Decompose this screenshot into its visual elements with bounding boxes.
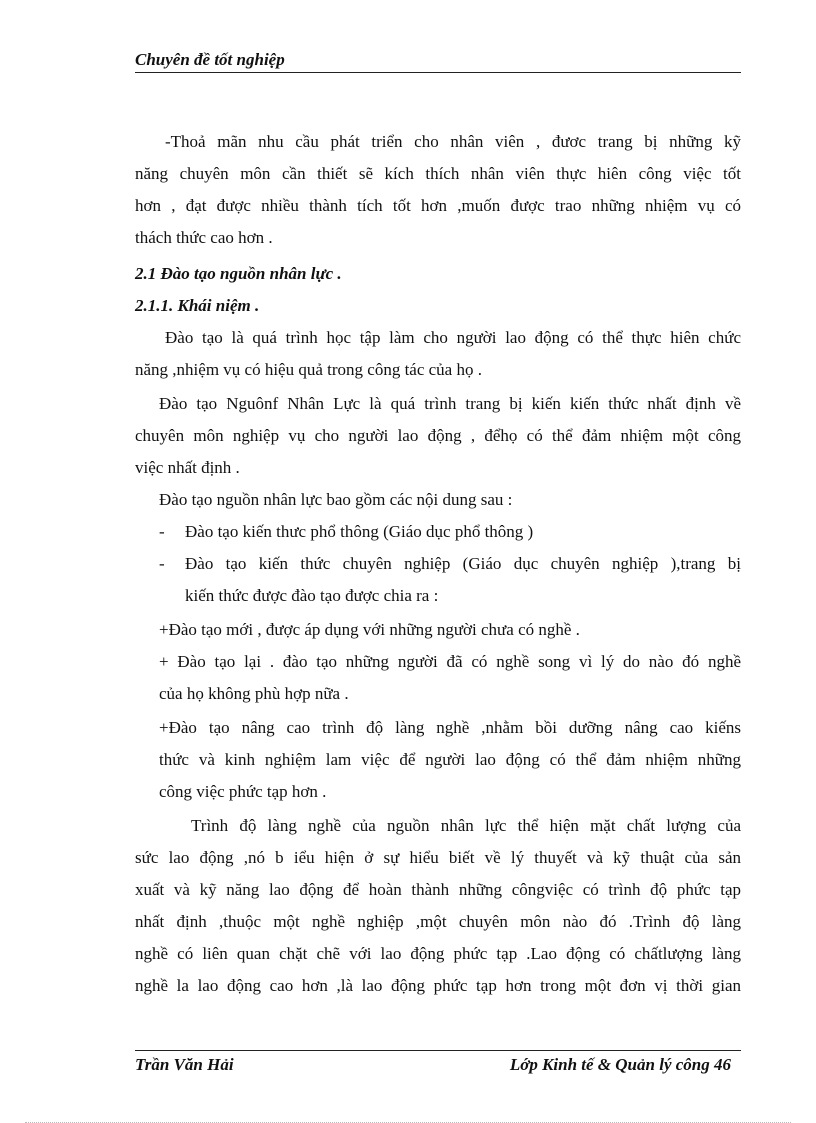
text-line: nghề la lao động cao hơn ,là lao động phức tạp hơn trong một đơn vị thời gian xyxy=(135,976,741,995)
text-line: hơn , đạt được nhiều thành tích tốt hơn ,muốn được trao những nhiệm vụ có xyxy=(135,196,741,215)
text-line: sức lao động ,nó b iểu hiện ở sự hiểu biết về lý thuyết và kỹ thuật của sản xyxy=(135,848,741,867)
text-line: thức và kinh nghiệm lam việc để người lao động có thể đảm nhiệm những xyxy=(159,750,741,769)
footer-class: Lớp Kinh tế & Quản lý công 46 xyxy=(509,1055,731,1074)
text-line: của họ không phù hợp nữa . xyxy=(159,684,349,703)
text-line: Đào tạo nguồn nhân lực bao gồm các nội dung sau : xyxy=(159,490,513,509)
text-line: nghề có liên quan chặt chẽ với lao động phức tạp .Lao động có chấtlượng làng xyxy=(135,944,741,963)
list-bullet: - xyxy=(159,522,165,541)
text-line: chuyên môn nghiệp vụ cho người lao động , đểhọ có thể đảm nhiệm một công xyxy=(135,426,741,445)
text-line: -Thoả mãn nhu cầu phát triển cho nhân viên , đươc trang bị những kỹ xyxy=(165,132,741,151)
text-line: năng chuyên môn cần thiết sẽ kích thích nhân viên thực hiên công việc tốt xyxy=(135,164,741,183)
text-line: Đào tạo Nguônf Nhân Lực là quá trình trang bị kiến kiến thức nhất định về xyxy=(159,394,741,413)
footer-author: Trần Văn Hải xyxy=(135,1055,234,1074)
subsection-heading: 2.1.1. Khái niệm . xyxy=(135,296,260,315)
text-line: công việc phức tạp hơn . xyxy=(159,782,327,801)
text-line: xuất và kỹ năng lao động để hoàn thành những côngviệc có trình độ phức tạp xyxy=(135,880,741,899)
text-line: năng ,nhiệm vụ có hiệu quả trong công tác của họ . xyxy=(135,360,482,379)
page-header xyxy=(135,48,741,73)
header-title: Chuyên đề tốt nghiệp xyxy=(135,50,285,69)
text-line: thách thức cao hơn . xyxy=(135,228,273,247)
section-heading: 2.1 Đào tạo nguồn nhân lực . xyxy=(135,264,342,283)
list-item: kiến thức được đào tạo được chia ra : xyxy=(185,586,439,605)
text-line: việc nhất định . xyxy=(135,458,240,477)
text-line: + Đào tạo lại . đào tạo những người đã có nghề song vì lý do nào đó nghề xyxy=(159,652,741,671)
text-line: nhất định ,thuộc một nghề nghiệp ,một chuyên môn nào đó .Trình độ làng xyxy=(135,912,741,931)
list-item: Đào tạo kiến thức chuyên nghiệp (Giáo dục chuyên nghiệp ),trang bị xyxy=(185,554,741,573)
text-line: +Đào tạo mới , được áp dụng với những người chưa có nghề . xyxy=(159,620,580,639)
list-item: Đào tạo kiến thưc phổ thông (Giáo dục phổ thông ) xyxy=(185,522,534,541)
text-line: Trình độ làng nghề của nguồn nhân lực thể hiện mặt chất lượng của xyxy=(191,816,741,835)
page-footer xyxy=(135,1050,741,1077)
text-line: +Đào tạo nâng cao trình độ làng nghề ,nhằm bồi dưỡng nâng cao kiếns xyxy=(159,718,741,737)
text-line: Đào tạo là quá trình học tập làm cho người lao động có thể thực hiên chức xyxy=(165,328,741,347)
list-bullet: - xyxy=(159,554,165,573)
